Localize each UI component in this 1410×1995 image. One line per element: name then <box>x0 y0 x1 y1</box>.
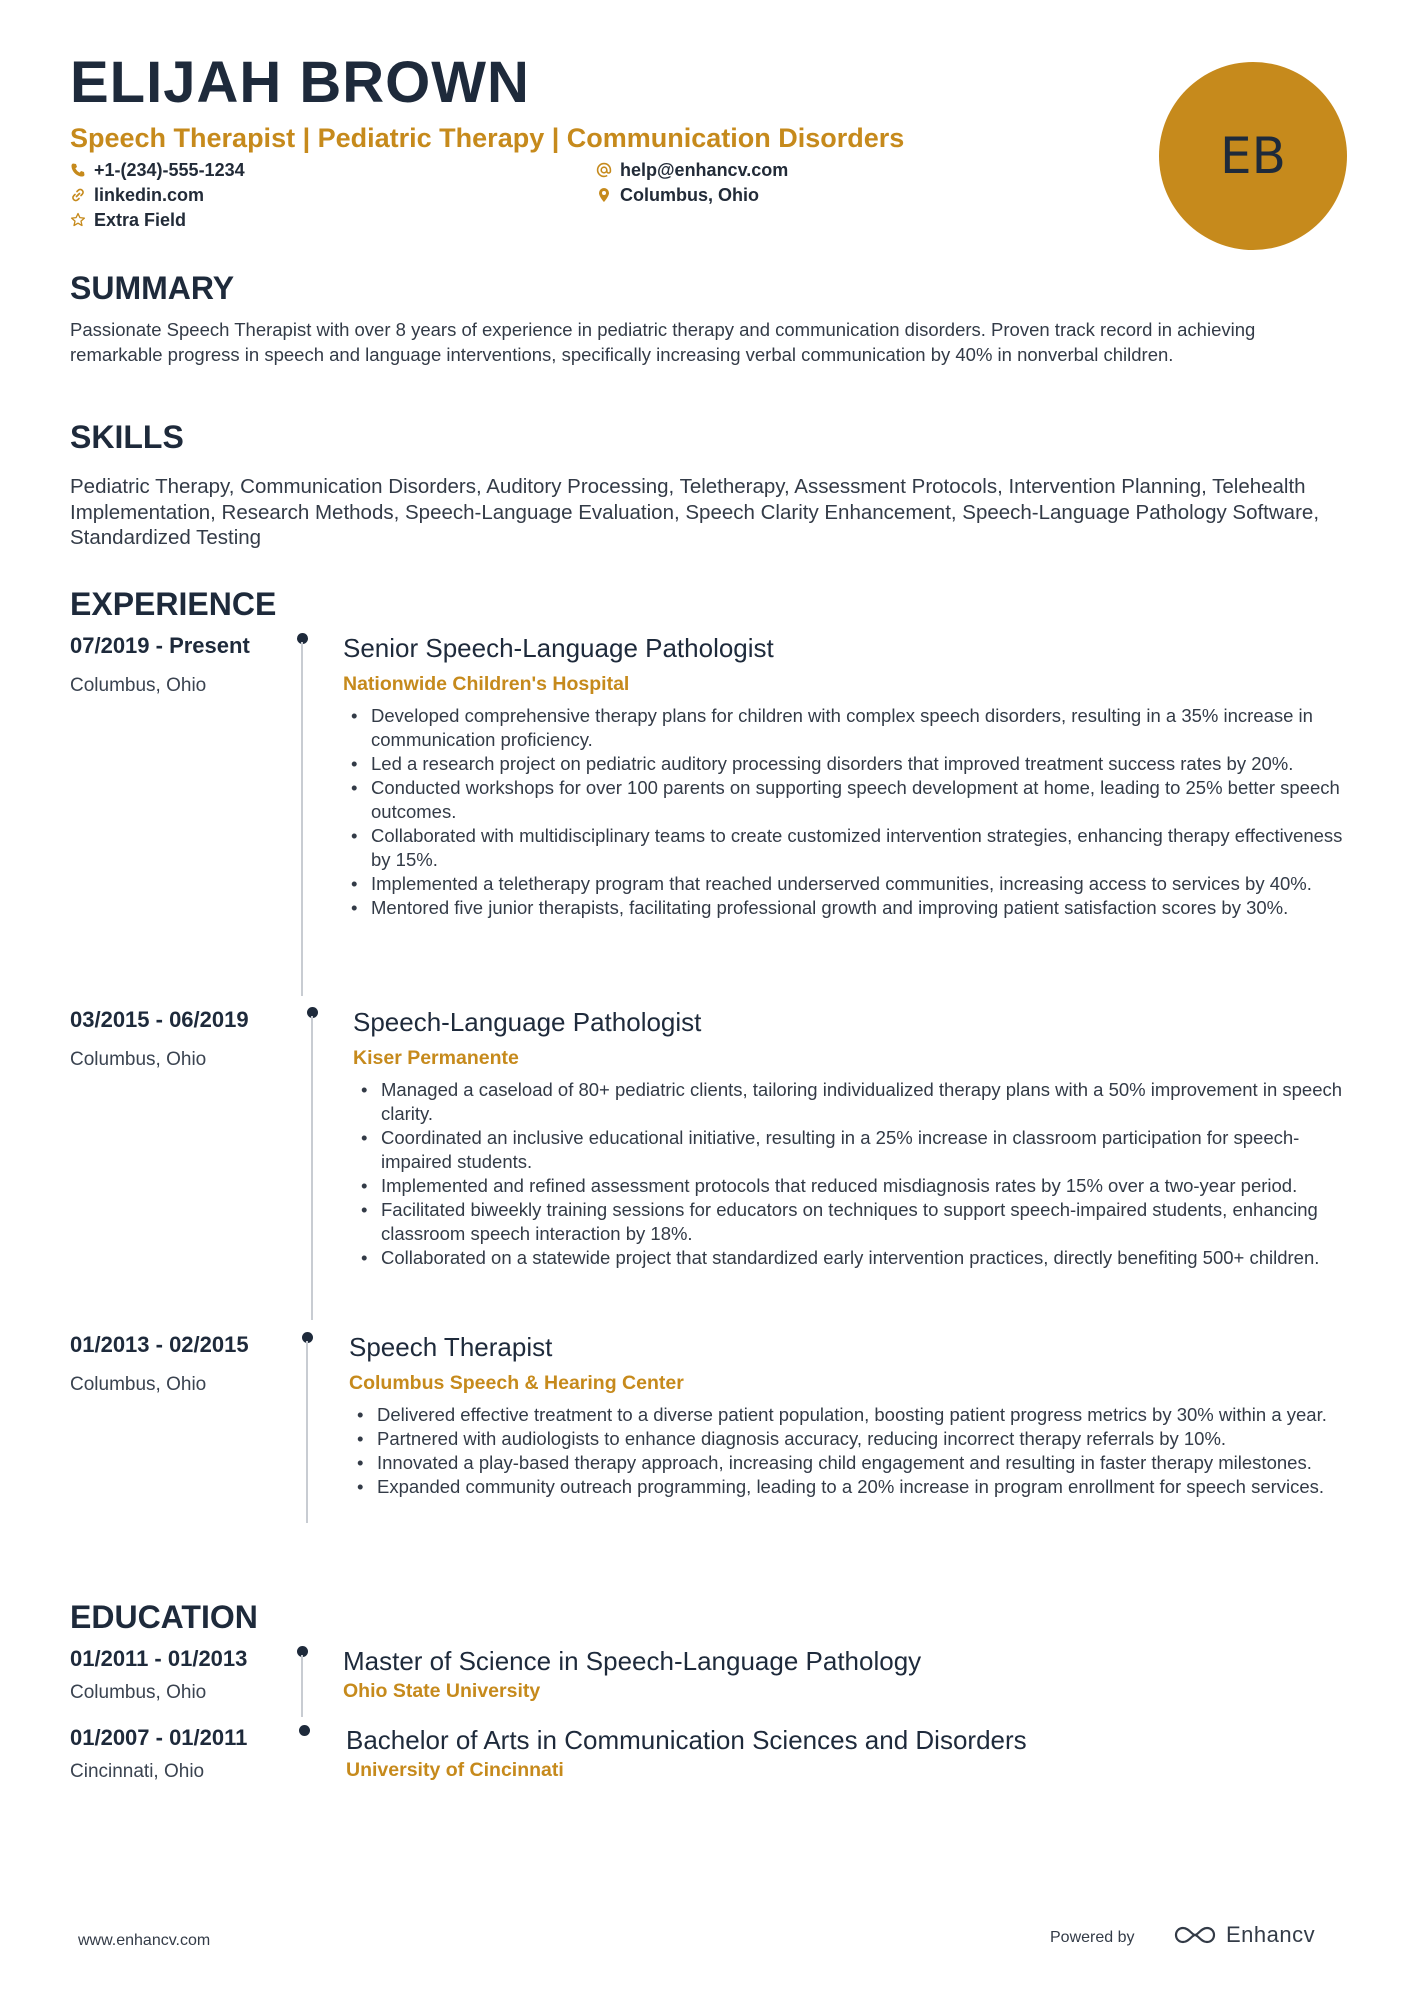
infinity-logo-icon <box>1172 1922 1218 1948</box>
list-item: • Conducted workshops for over 100 parents on supporting speech development at home, leading to 25% better speech outcomes. <box>343 776 1348 824</box>
edu-1-school: Ohio State University <box>343 1680 541 1702</box>
list-item: • Managed a caseload of 80+ pediatric clients, tailoring individualized therapy plans with a 50% improvement in speech clarity. <box>353 1078 1348 1126</box>
timeline-line <box>301 642 303 996</box>
list-item: • Implemented a teletherapy program that reached underserved communities, increasing access to services by 40%. <box>343 872 1348 896</box>
job-2-dates: 03/2015 - 06/2019 <box>70 1007 249 1032</box>
list-item: • Expanded community outreach programming, leading to a 20% increase in program enrollment for speech services. <box>349 1475 1349 1499</box>
job-3-bullets <box>349 1403 1349 1499</box>
list-item: • Coordinated an inclusive educational initiative, resulting in a 25% increase in classroom participation for speech-impaired students. <box>353 1126 1348 1174</box>
timeline-line <box>301 1655 303 1717</box>
contact-email[interactable] <box>596 161 788 179</box>
job-1-role: Senior Speech-Language Pathologist <box>343 633 774 663</box>
location-pin-icon <box>596 187 612 203</box>
brand-name: Enhancv <box>1226 1922 1316 1947</box>
candidate-headline: Speech Therapist | Pediatric Therapy | Communication Disorders <box>70 123 905 153</box>
list-item: • Delivered effective treatment to a diverse patient population, boosting patient progress metrics by 30% within a year. <box>349 1403 1349 1427</box>
contact-phone-text: +1-(234)-555-1234 <box>94 160 245 180</box>
candidate-name: ELIJAH BROWN <box>70 50 530 115</box>
list-item: • Implemented and refined assessment protocols that reduced misdiagnosis rates by 15% over a two-year period. <box>353 1174 1348 1198</box>
link-icon <box>70 187 86 203</box>
job-2-org: Kiser Permanente <box>353 1047 519 1069</box>
edu-1-location: Columbus, Ohio <box>70 1682 207 1703</box>
list-item: • Facilitated biweekly training sessions for educators on techniques to support speech-impaired students, enhancing classroom speech interaction by 18%. <box>353 1198 1348 1246</box>
list-item: • Collaborated on a statewide project that standardized early intervention practices, directly benefiting 500+ children. <box>353 1246 1348 1270</box>
list-item: • Mentored five junior therapists, facilitating professional growth and improving patient satisfaction scores by 30%. <box>343 896 1348 920</box>
contact-location <box>596 186 759 204</box>
contact-extra-field <box>70 211 186 229</box>
list-item: • Led a research project on pediatric auditory processing disorders that improved treatment success rates by 20%. <box>343 752 1348 776</box>
avatar <box>1159 62 1347 250</box>
edu-2-location: Cincinnati, Ohio <box>70 1761 205 1782</box>
footer-url[interactable]: www.enhancv.com <box>78 1932 211 1949</box>
edu-2-degree: Bachelor of Arts in Communication Sciences and Disorders <box>346 1725 1027 1755</box>
phone-icon <box>70 162 86 178</box>
contact-extra-field-text: Extra Field <box>94 210 187 230</box>
job-2-location: Columbus, Ohio <box>70 1049 207 1070</box>
powered-by-label: Powered by <box>1050 1929 1135 1946</box>
contact-linkedin-text: linkedin.com <box>94 185 205 205</box>
experience-title: EXPERIENCE <box>70 586 277 622</box>
star-icon <box>70 212 86 228</box>
job-3-location: Columbus, Ohio <box>70 1374 207 1395</box>
skills-text: Pediatric Therapy, Communication Disorders, Auditory Processing, Teletherapy, Assessment Protocols, Intervention Planning, Telehealth Implementation, Research Methods, Speech-Language Evaluation, Speech Clarity Enhancement, Speech-Language Pathology Software, Standardized Testing <box>70 475 1320 549</box>
edu-2-dates: 01/2007 - 01/2011 <box>70 1725 248 1750</box>
timeline-line <box>311 1016 313 1320</box>
list-item: • Innovated a play-based therapy approach, increasing child engagement and resulting in faster therapy milestones. <box>349 1451 1349 1475</box>
job-3-role: Speech Therapist <box>349 1332 553 1362</box>
contact-phone[interactable] <box>70 161 245 179</box>
job-3-org: Columbus Speech & Hearing Center <box>349 1372 684 1394</box>
job-1-dates: 07/2019 - Present <box>70 633 250 658</box>
skills-title: SKILLS <box>70 419 184 455</box>
timeline-dot <box>299 1725 310 1736</box>
contact-location-text: Columbus, Ohio <box>620 185 759 205</box>
contact-linkedin[interactable] <box>70 186 204 204</box>
job-2-role: Speech-Language Pathologist <box>353 1007 702 1037</box>
avatar-initials: EB <box>1220 127 1286 185</box>
job-1-org: Nationwide Children's Hospital <box>343 673 630 695</box>
education-title: EDUCATION <box>70 1599 258 1635</box>
summary-text: Passionate Speech Therapist with over 8 years of experience in pediatric therapy and communication disorders. Proven track record in achieving remarkable progress in speech and language interventions, specifically increasing verbal communication by 40% in nonverbal children. <box>70 319 1256 365</box>
edu-1-dates: 01/2011 - 01/2013 <box>70 1646 248 1671</box>
edu-2-school: University of Cincinnati <box>346 1759 564 1781</box>
list-item: • Collaborated with multidisciplinary teams to create customized intervention strategies, enhancing therapy effectiveness by 15%. <box>343 824 1348 872</box>
job-3-dates: 01/2013 - 02/2015 <box>70 1332 249 1357</box>
contact-email-text: help@enhancv.com <box>620 160 789 180</box>
list-item: • Developed comprehensive therapy plans for children with complex speech disorders, resulting in a 35% increase in communication proficiency. <box>343 704 1348 752</box>
at-icon <box>596 162 612 178</box>
job-1-location: Columbus, Ohio <box>70 675 207 696</box>
brand-logo[interactable] <box>1172 1922 1315 1948</box>
edu-1-degree: Master of Science in Speech-Language Pathology <box>343 1646 922 1676</box>
job-1-bullets <box>343 704 1348 920</box>
job-2-bullets <box>353 1078 1348 1270</box>
summary-title: SUMMARY <box>70 270 235 306</box>
timeline-line <box>306 1341 308 1523</box>
list-item: • Partnered with audiologists to enhance diagnosis accuracy, reducing incorrect therapy referrals by 10%. <box>349 1427 1349 1451</box>
